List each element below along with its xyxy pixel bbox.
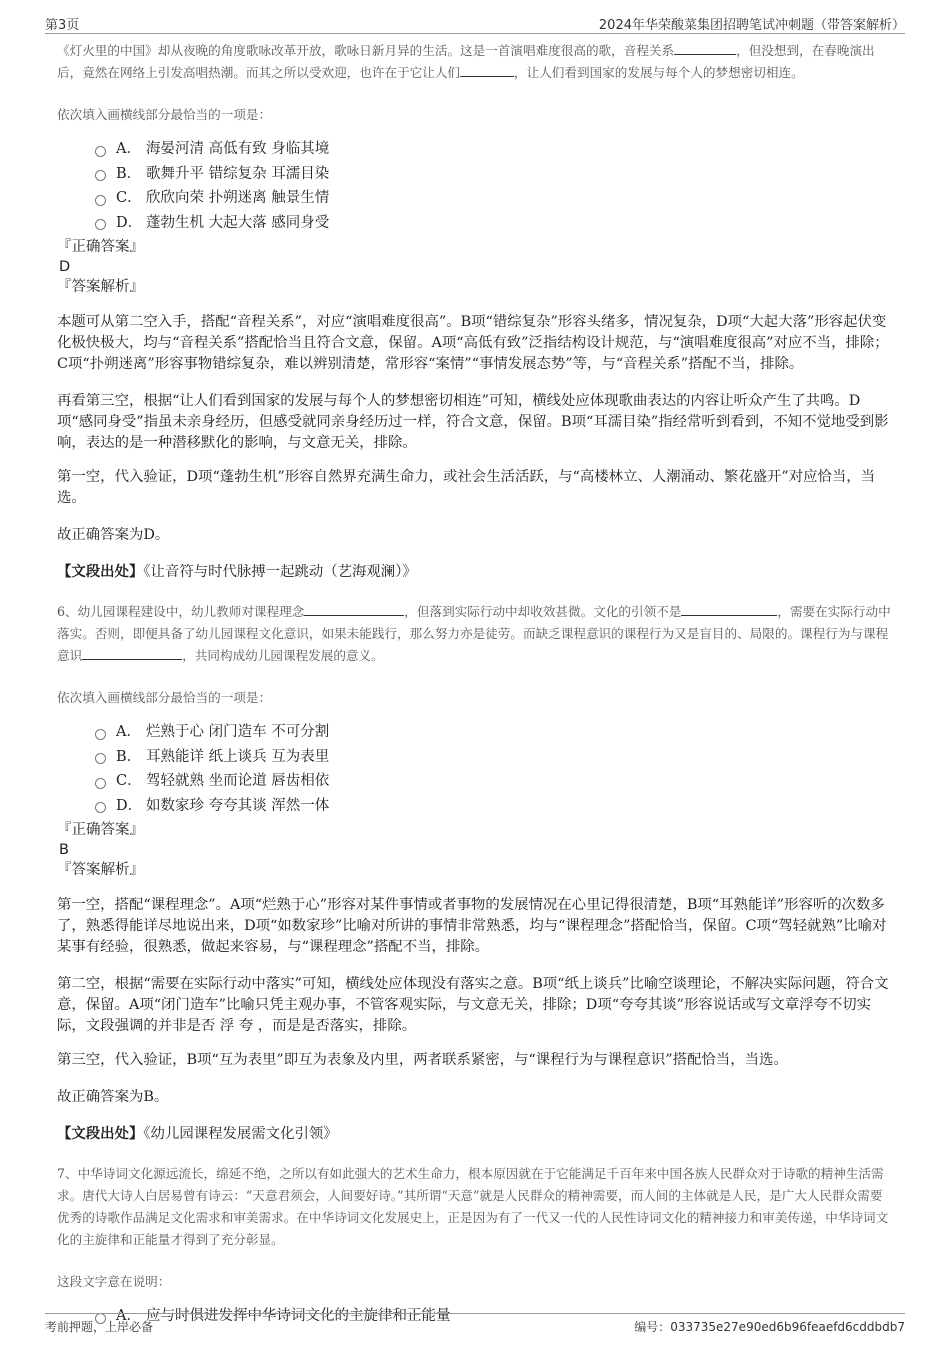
page-header [45,12,905,34]
analysis-paragraph: 再看第三空，根据“让人们看到国家的发展与每个人的梦想密切相连”可知，横线处应体现歌曲表达的内容让听众产生了共鸣。D项“感同身受”指虽未亲身经历，但感受就同亲身经历过一样，符合文意，保留。B项“耳濡目染”指经常听到看到，不知不觉地受到影响，表达的是一种潜移默化的影响，与文意无关，排除。 [57,393,889,451]
question-7 [57,1163,893,1329]
answer-blank [460,63,514,77]
source-line: 【文段出处】《让音符与时代脉搏一起跳动（艺海观澜）》 [57,563,417,580]
answer-value: B [59,842,69,858]
answer-value: D [59,259,71,275]
question-6 [57,601,893,1145]
option-list [57,137,893,235]
radio-icon[interactable] [95,195,106,206]
radio-icon[interactable] [95,146,106,157]
radio-icon[interactable] [95,219,106,230]
answer-blank [82,646,182,660]
question-text: 7、中华诗词文化源远流长，绵延不绝，之所以有如此强大的艺术生命力，根本原因就在于它能满足千百年来中国各族人民群众对于诗歌的精神生活需求。唐代大诗人白居易曾有诗云：“天意君须会，人间要好诗。”其所谓“天意”就是人民群众的精神需要，而人间的主体就是人民，是广大人民群众需要优秀的诗歌作品满足文化需求和审美需求。在中华诗词文化发展史上，正是因为有了一代又一代的人民性诗词文化的精神接力和审美传递，中华诗词文化的主旋律和正能量才得到了充分彰显。 [57,1166,889,1247]
analysis-paragraph: 第三空，代入验证，B项“互为表里”即互为表象及内里，两者联系紧密，与“课程行为与课程意识”搭配恰当，当选。 [57,1052,788,1068]
source-line: 【文段出处】《幼儿园课程发展需文化引领》 [57,1125,338,1142]
document-code: 编号：033735e27e90ed6b96feaefd6cddbdb7 [634,1320,905,1334]
page-footer [45,1313,905,1337]
question-5 [57,40,893,583]
option-d[interactable]: D． 蓬勃生机 大起大落 感同身受 [95,211,893,236]
option-a[interactable]: A． 应与时俱进发挥中华诗词文化的主旋律和正能量 [95,1304,893,1329]
analysis-paragraph: 故正确答案为B。 [57,1089,169,1105]
option-a[interactable]: A． 烂熟于心 闭门造车 不可分割 [95,720,893,745]
page-number: 第3页 [45,18,80,33]
analysis-paragraph: 故正确答案为D。 [57,527,170,543]
answer-label: 『正确答案』 [57,239,144,255]
analysis-paragraph: 第一空，代入验证，D项“蓬勃生机”形容自然界充满生命力，或社会生活活跃，与“高楼林立、人潮涌动、繁花盛开”对应恰当，当选。 [57,469,876,506]
option-c[interactable]: C． 欣欣向荣 扑朔迷离 触景生情 [95,186,893,211]
page-content [57,40,893,1329]
radio-icon[interactable] [95,170,106,181]
option-b[interactable]: B． 耳熟能详 纸上谈兵 互为表里 [95,745,893,770]
option-d[interactable]: D． 如数家珍 夸夸其谈 浑然一体 [95,794,893,819]
question-text: 《灯火里的中国》却从夜晚的角度歌咏改革开放，歌咏日新月异的生活。这是一首演唱难度很高的歌，音程关系 ，但没想到，在春晚演出后，竟然在网络上引发高唱热潮。而其之所以受欢迎，也许在于它让人们 ，让人们看到国家的发展与每个人的梦想密切相连。 [57,43,875,80]
radio-icon[interactable] [95,778,106,789]
answer-blank [674,41,736,55]
option-b[interactable]: B． 歌舞升平 错综复杂 耳濡目染 [95,162,893,187]
radio-icon[interactable] [95,729,106,740]
option-a[interactable]: A． 海晏河清 高低有致 身临其境 [95,137,893,162]
question-prompt: 依次填入画横线部分最恰当的一项是： [57,107,272,122]
radio-icon[interactable] [95,753,106,764]
analysis-label: 『答案解析』 [57,862,144,878]
option-list [57,720,893,818]
analysis-paragraph: 第二空，根据“需要在实际行动中落实”可知，横线处应体现没有落实之意。B项“纸上谈兵”比喻空谈理论，不解决实际问题，符合文意，保留。A项“闭门造车”比喻只凭主观办事，不管客观实际，与文意无关，排除；D项“夸夸其谈”形容说话或写文章浮夸不切实际，文段强调的并非是否 浮 夸 ，而是是否落实，排除。 [57,976,889,1034]
question-prompt: 这段文字意在说明： [57,1274,171,1289]
answer-blank [304,602,404,616]
analysis-paragraph: 本题可从第二空入手，搭配“音程关系”，对应“演唱难度很高”。B项“错综复杂”形容头绪多，情况复杂，D项“大起大落”形容起伏变化极快极大，均与“音程关系”搭配恰当且符合文意，保留。A项“高低有致”泛指结构设计规范，与“演唱难度很高”对应不当，排除；C项“扑朔迷离”形容事物错综复杂，难以辨别清楚，常形容“案情”“事情发展态势”等，与“音程关系”搭配不当，排除。 [57,314,889,372]
analysis-label: 『答案解析』 [57,279,144,295]
document-title: 2024年华荣酸菜集团招聘笔试冲刺题（带答案解析） [598,18,905,33]
radio-icon[interactable] [95,802,106,813]
analysis-paragraph: 第一空，搭配“课程理念”。A项“烂熟于心”形容对某件事情或者事物的发展情况在心里记得很清楚，B项“耳熟能详”形容听的次数多了，熟悉得能详尽地说出来，D项“如数家珍”比喻对所讲的事情非常熟悉，均与“课程理念”搭配恰当，保留。C项“驾轻就熟”比喻对某事有经验，很熟悉，做起来容易，与“课程理念”搭配不当，排除。 [57,897,887,955]
option-c[interactable]: C． 驾轻就熟 坐而论道 唇齿相依 [95,769,893,794]
question-prompt: 依次填入画横线部分最恰当的一项是： [57,690,272,705]
answer-label: 『正确答案』 [57,822,144,838]
question-text: 6、幼儿园课程建设中，幼儿教师对课程理念 ，但落到实际行动中却收效甚微。文化的引领不是 ，需要在实际行动中落实。否则，即便具备了幼儿园课程文化意识，如果未能践行，那么努力亦是徒劳。而缺乏课程意识的课程行为又是盲目的、局限的。课程行为与课程意识 ，共同构成幼儿园课程发展的意义。 [57,604,891,663]
footer-slogan: 考前押题，上岸必备 [45,1320,154,1334]
answer-blank [681,602,777,616]
